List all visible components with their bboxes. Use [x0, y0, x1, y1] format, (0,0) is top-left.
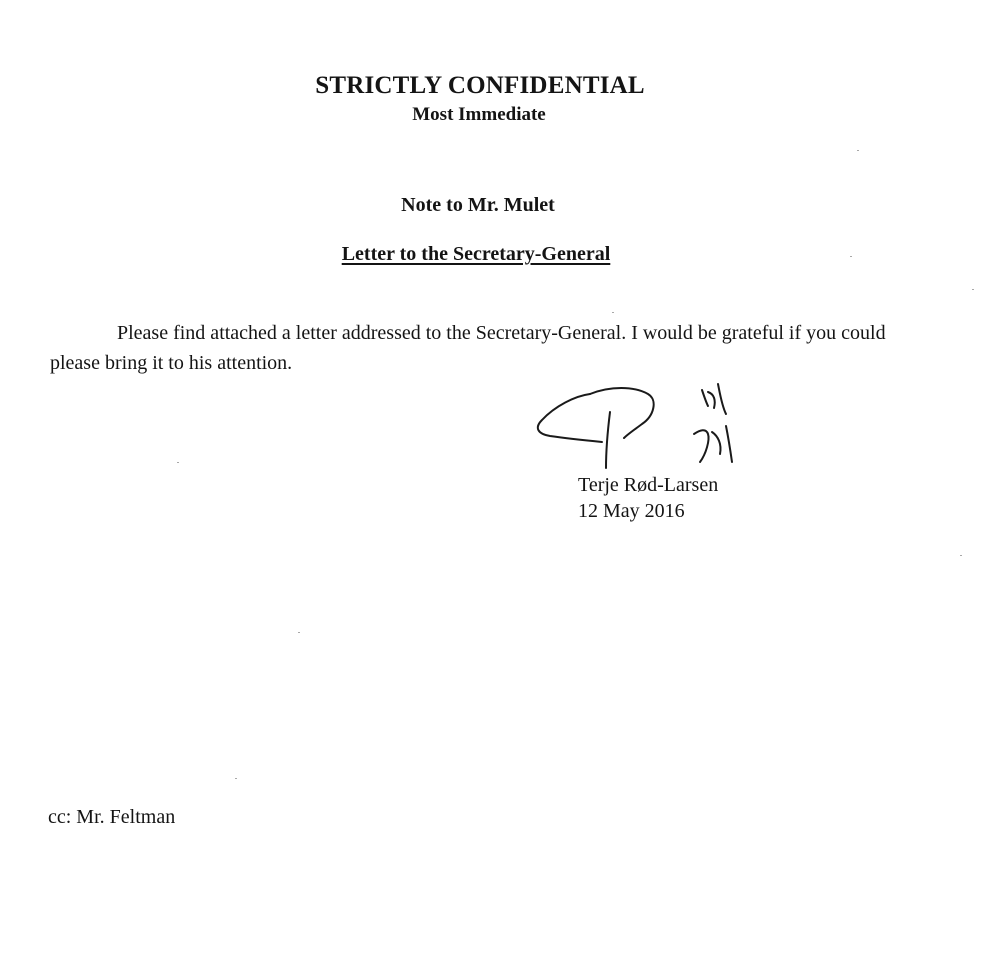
- signer-name: Terje Rød-Larsen: [578, 474, 719, 496]
- subject-line: Letter to the Secretary-General: [341, 243, 611, 265]
- scan-speck: [235, 778, 237, 779]
- body-paragraph: Please find attached a letter addressed to the Secretary-General. I would be grateful if you could please bring it to his attention.: [50, 322, 886, 374]
- scan-speck: [972, 289, 974, 290]
- signature-date: 12 May 2016: [578, 500, 685, 522]
- scan-speck: [960, 555, 962, 556]
- scan-speck: [177, 462, 179, 463]
- scan-speck: [612, 312, 614, 313]
- handwritten-signature: [530, 376, 750, 476]
- note-recipient-heading: Note to Mr. Mulet: [401, 194, 555, 216]
- classification-heading: STRICTLY CONFIDENTIAL: [315, 72, 645, 99]
- scan-speck: [857, 150, 859, 151]
- scan-speck: [850, 256, 852, 257]
- scan-speck: [298, 632, 300, 633]
- priority-subheading: Most Immediate: [412, 104, 546, 125]
- cc-line: cc: Mr. Feltman: [48, 806, 176, 828]
